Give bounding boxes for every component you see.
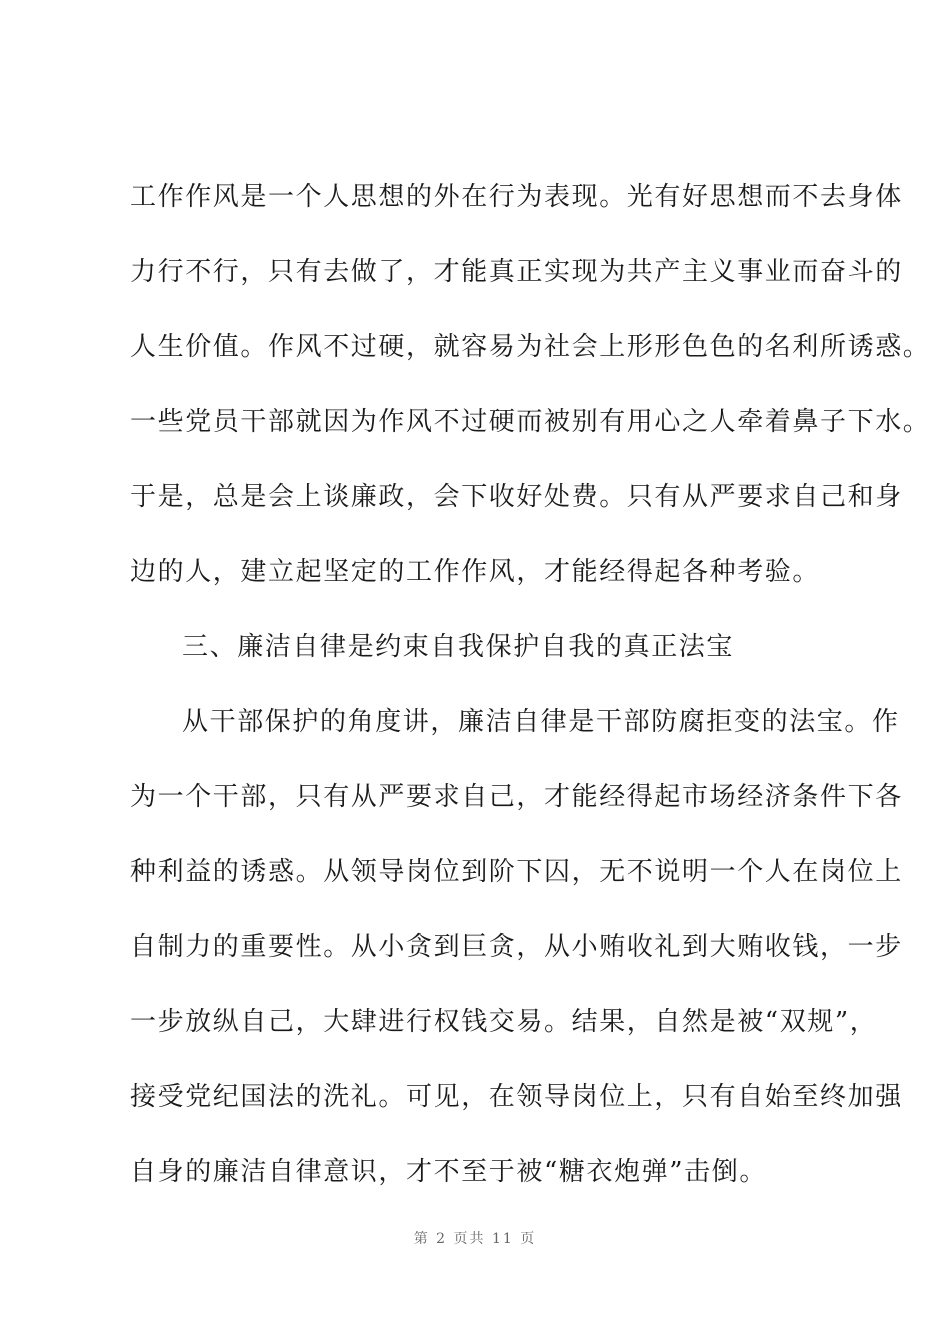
paragraph-line: 边的人，建立起坚定的工作作风，才能经得起各种考验。 [130,557,821,587]
page-number-footer: 第 2 页共 11 页 [413,1231,537,1247]
paragraph-line: 力行不行，只有去做了，才能真正实现为共产主义事业而奋斗的 [130,257,903,287]
paragraph-line: 自身的廉洁自律意识，才不至于被“糖衣炮弹”击倒。 [130,1157,767,1187]
paragraph-line: 人生价值。作风不过硬，就容易为社会上形形色色的名利所诱惑。 [130,332,931,362]
paragraph-line: 一些党员干部就因为作风不过硬而被别有用心之人牵着鼻子下水。 [130,407,931,437]
paragraph-line: 从干部保护的角度讲，廉洁自律是干部防腐拒变的法宝。作 [182,707,900,737]
paragraph-line: 于是，总是会上谈廉政，会下收好处费。只有从严要求自己和身 [130,482,903,512]
paragraph-line: 自制力的重要性。从小贪到巨贪，从小贿收礼到大贿收钱，一步 [130,932,903,962]
paragraph-line: 工作作风是一个人思想的外在行为表现。光有好思想而不去身体 [130,182,903,212]
paragraph-line: 一步放纵自己，大肆进行权钱交易。结果，自然是被“双规”， [130,1007,878,1037]
paragraph-line: 接受党纪国法的洗礼。可见，在领导岗位上，只有自始至终加强 [130,1082,903,1112]
paragraph-line: 为一个干部，只有从严要求自己，才能经得起市场经济条件下各 [130,782,903,812]
section-heading: 三、廉洁自律是约束自我保护自我的真正法宝 [182,632,735,662]
paragraph-line: 种利益的诱惑。从领导岗位到阶下囚，无不说明一个人在岗位上 [130,857,903,887]
